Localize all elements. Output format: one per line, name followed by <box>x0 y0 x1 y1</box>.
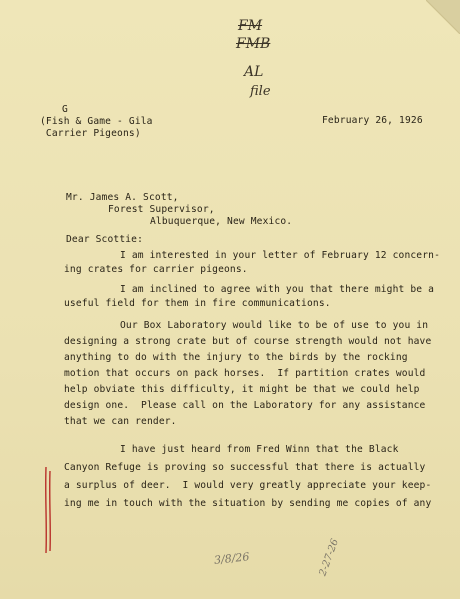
body-line: I have just heard from Fred Winn that the Black <box>120 444 399 455</box>
handwritten-initials-al: AL <box>244 64 264 80</box>
body-line: ing crates for carrier pigeons. <box>64 264 248 275</box>
letter-date: February 26, 1926 <box>322 115 423 126</box>
address-line-2: Forest Supervisor, <box>108 204 215 215</box>
body-line: help obviate this difficulty, it might be that we could help <box>64 384 420 395</box>
body-line: designing a strong crate but of course strength would not have <box>64 336 432 347</box>
handwritten-note-file: file <box>250 84 271 99</box>
body-line: anything to do with the injury to the birds by the rocking <box>64 352 408 363</box>
file-code: G <box>62 104 68 115</box>
subject-line-2: Carrier Pigeons) <box>40 128 141 139</box>
body-line: ing me in touch with the situation by sending me copies of any <box>64 498 432 509</box>
body-line: I am inclined to agree with you that there might be a <box>120 284 435 295</box>
body-line: I am interested in your letter of February 12 concern- <box>120 250 440 261</box>
body-line: a surplus of deer. I would very greatly appreciate your keep- <box>64 480 432 491</box>
subject-line-1: (Fish & Game - Gila <box>40 116 153 127</box>
body-line: that we can render. <box>64 416 177 427</box>
handwritten-bottom-mark-1: 3/8/26 <box>213 550 250 567</box>
red-margin-mark <box>44 465 52 555</box>
body-line: motion that occurs on pack horses. If partition crates would <box>64 368 426 379</box>
address-line-1: Mr. James A. Scott, <box>66 192 179 203</box>
address-line-3: Albuquerque, New Mexico. <box>150 216 293 227</box>
body-line: design one. Please call on the Laboratory for any assistance <box>64 400 426 411</box>
page-corner-fold <box>426 0 460 34</box>
body-line: useful field for them in fire communications. <box>64 298 331 309</box>
body-line: Our Box Laboratory would like to be of use to you in <box>120 320 429 331</box>
handwritten-initials-fm: FM <box>238 18 263 34</box>
body-line: Canyon Refuge is proving so successful that there is actually <box>64 462 426 473</box>
handwritten-bottom-mark-2: 2-27-26 <box>317 537 342 578</box>
salutation: Dear Scottie: <box>66 234 144 245</box>
handwritten-initials-fmb: FMB <box>236 36 271 52</box>
